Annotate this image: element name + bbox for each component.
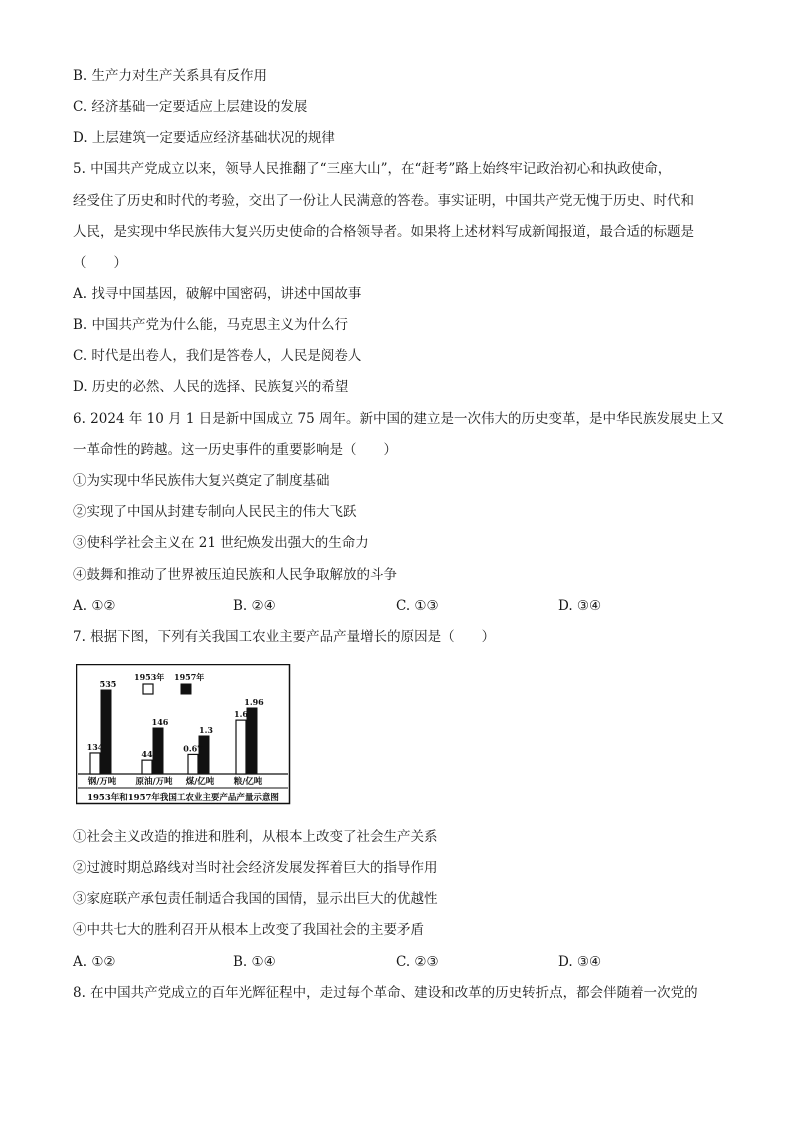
q8-stem-line-1: 8. 在中国共产党成立的百年光辉征程中，走过每个革命、建设和改革的历史转折点，都会伴随着一次党的 xyxy=(73,985,698,1001)
category-label-0: 钢/万吨 xyxy=(87,777,117,787)
bar-1953-1 xyxy=(142,760,152,774)
bar-1953-2 xyxy=(188,754,198,774)
q5-answer-blank: （ ） xyxy=(73,255,127,271)
bar-1953-3 xyxy=(236,720,246,774)
q7-stem: 7. 根据下图，下列有关我国工农业主要产品产量增长的原因是（ ） xyxy=(73,629,496,645)
chart-title: 1953年和1957年我国工农业主要产品产量示意图 xyxy=(87,793,279,803)
label-1957-0: 535 xyxy=(99,679,117,689)
bar-1957-3 xyxy=(247,708,257,774)
label-1953-3: 1.6 xyxy=(234,709,248,720)
q6-option-d: D. ③④ xyxy=(558,598,602,614)
bar-1953-0 xyxy=(90,753,100,774)
q6-statement-4: ④鼓舞和推动了世界被压迫民族和人民争取解放的斗争 xyxy=(73,567,397,583)
legend-label-1957: 1957年 xyxy=(174,672,205,682)
q7-statement-3: ③家庭联产承包责任制适合我国的国情，显示出巨大的优越性 xyxy=(73,891,438,907)
legend-swatch-1957 xyxy=(181,684,191,694)
q6-option-a: A. ①② xyxy=(73,598,116,614)
q7-option-a: A. ①② xyxy=(73,954,116,970)
category-label-1: 原油/万吨 xyxy=(135,777,173,787)
q7-statement-4: ④中共七大的胜利召开从根本上改变了我国社会的主要矛盾 xyxy=(73,922,424,938)
legend-swatch-1953 xyxy=(143,684,153,694)
label-1957-2: 1.3 xyxy=(199,725,213,735)
category-label-3: 粮/亿吨 xyxy=(233,777,263,787)
q6-option-b: B. ②④ xyxy=(233,598,276,614)
bar-1957-0 xyxy=(101,690,111,774)
q6-option-c: C. ①③ xyxy=(396,598,439,614)
q4-option-d: D. 上层建筑一定要适应经济基础状况的规律 xyxy=(73,130,335,146)
label-1953-2: 0.67 xyxy=(183,743,203,754)
production-chart-svg xyxy=(76,664,291,805)
q7-option-c: C. ②③ xyxy=(396,954,439,970)
q7-option-b: B. ①④ xyxy=(233,954,276,970)
q7-option-d: D. ③④ xyxy=(558,954,602,970)
q5-stem-line-3: 人民，是实现中华民族伟大复兴历史使命的合格领导者。如果将上述材料写成新闻报道，最合适的标题是 xyxy=(73,224,694,240)
q6-statement-2: ②实现了中国从封建专制向人民民主的伟大飞跃 xyxy=(73,504,357,520)
label-1957-1: 146 xyxy=(151,717,169,727)
bar-1957-1 xyxy=(153,728,163,774)
q4-option-c: C. 经济基础一定要适应上层建设的发展 xyxy=(73,99,308,115)
bar-1957-2 xyxy=(199,736,209,774)
q5-option-b: B. 中国共产党为什么能，马克思主义为什么行 xyxy=(73,317,349,333)
q6-stem-line-2: 一革命性的跨越。这一历史事件的重要影响是（ ） xyxy=(73,442,397,458)
q5-option-a: A. 找寻中国基因，破解中国密码，讲述中国故事 xyxy=(73,286,362,302)
q5-option-d: D. 历史的必然、人民的选择、民族复兴的希望 xyxy=(73,379,349,395)
q6-statement-1: ①为实现中华民族伟大复兴奠定了制度基础 xyxy=(73,473,330,489)
label-1953-1: 44 xyxy=(141,749,153,760)
production-chart xyxy=(76,664,291,805)
label-1953-0: 134 xyxy=(86,741,104,752)
label-1957-3: 1.96 xyxy=(244,697,264,707)
q5-stem-line-2: 经受住了历史和时代的考验，交出了一份让人民满意的答卷。事实证明，中国共产党无愧于历史、时代和 xyxy=(73,193,694,209)
legend-label-1953: 1953年 xyxy=(134,672,165,682)
q5-stem-line-1: 5. 中国共产党成立以来，领导人民推翻了“三座大山”，在“赶考”路上始终牢记政治初心和执政使命， xyxy=(73,161,672,177)
category-label-2: 煤/亿吨 xyxy=(185,777,215,787)
q6-stem-line-1: 6. 2024 年 10 月 1 日是新中国成立 75 周年。新中国的建立是一次伟大的历史变革，是中华民族发展史上又 xyxy=(73,411,725,427)
q7-statement-1: ①社会主义改造的推进和胜利，从根本上改变了社会生产关系 xyxy=(73,829,438,845)
q6-statement-3: ③使科学社会主义在 21 世纪焕发出强大的生命力 xyxy=(73,535,369,551)
q5-option-c: C. 时代是出卷人，我们是答卷人，人民是阅卷人 xyxy=(73,348,362,364)
q7-statement-2: ②过渡时期总路线对当时社会经济发展发挥着巨大的指导作用 xyxy=(73,860,438,876)
q4-option-b: B. 生产力对生产关系具有反作用 xyxy=(73,68,268,84)
